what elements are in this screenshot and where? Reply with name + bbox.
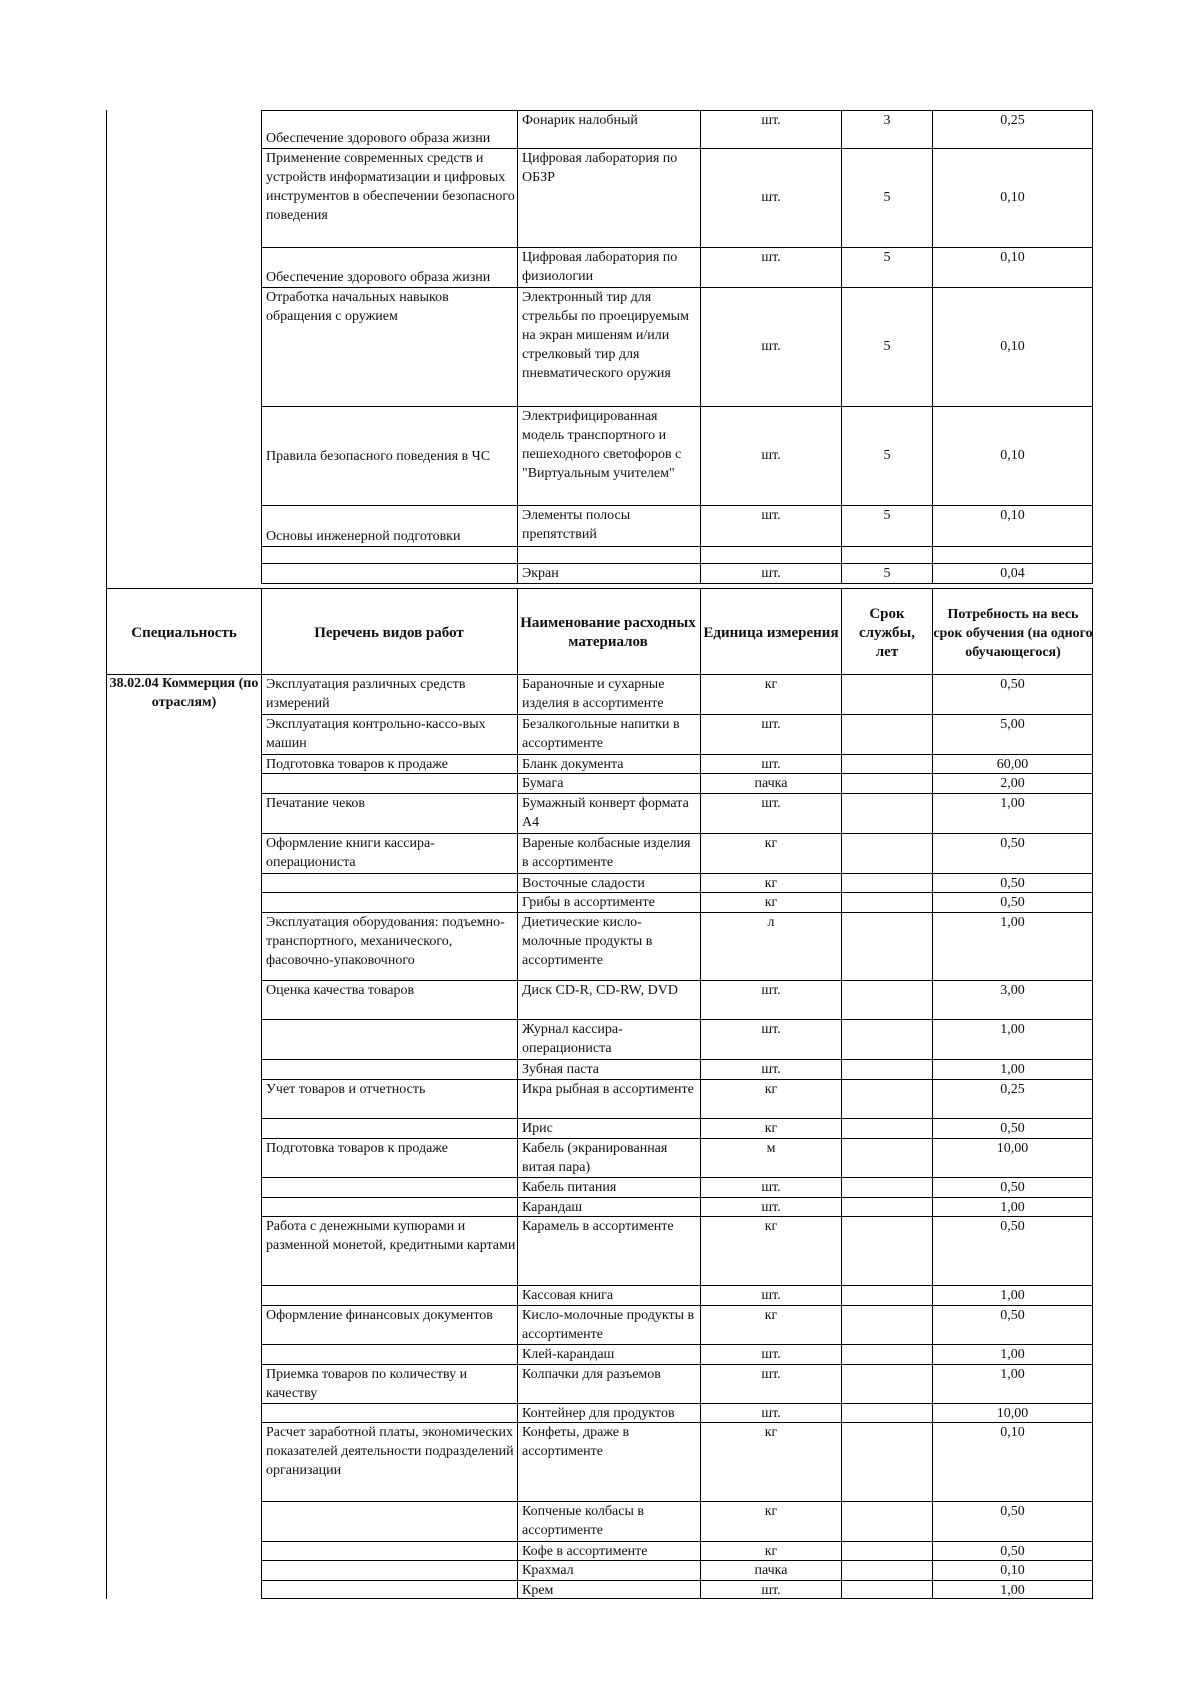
- row-0-material: Фонарик налобный: [522, 113, 638, 128]
- table-rule: [700, 674, 701, 1599]
- row-7-need: 0,04: [1000, 566, 1025, 581]
- row-30-need: 10,00: [996, 1406, 1029, 1421]
- row-3-work: Отработка начальных навыков обращения с оружием: [266, 290, 449, 324]
- row-10-material: Бланк документа: [522, 757, 624, 772]
- row-4-need: 0,10: [1000, 448, 1025, 463]
- row-8-need: 0,50: [1000, 677, 1025, 692]
- row-3-material: Электронный тир для стрельбы по проецируемым на экран мишеням и/или стрелковый тир для пневматического оружия: [522, 290, 689, 381]
- row-15-unit: кг: [764, 895, 778, 910]
- row-34-material: Крахмал: [522, 1563, 574, 1578]
- row-12-work: Печатание чеков: [266, 796, 366, 811]
- row-18-unit: шт.: [761, 1022, 781, 1037]
- row-32-material: Копченые колбасы в ассортименте: [522, 1504, 644, 1538]
- row-28-material: Клей-карандаш: [522, 1347, 615, 1362]
- row-5-work: Основы инженерной подготовки: [266, 529, 461, 544]
- row-1-unit: шт.: [761, 190, 781, 205]
- row-11-need: 2,00: [1000, 776, 1025, 791]
- row-27-work: Оформление финансовых документов: [266, 1308, 493, 1323]
- row-8-work: Эксплуатация различных средств измерений: [266, 677, 466, 711]
- row-2-work: Обеспечение здорового образа жизни: [266, 270, 491, 285]
- row-24-work: [263, 1198, 516, 1216]
- row-12-need: 1,00: [1000, 796, 1025, 811]
- row-10-unit: шт.: [761, 757, 781, 772]
- row-14-unit: кг: [764, 876, 778, 891]
- row-16-unit: л: [767, 915, 775, 930]
- row-34-work: [263, 1561, 516, 1580]
- row-2-unit: шт.: [761, 250, 781, 265]
- row-35-material: Крем: [522, 1583, 554, 1598]
- table-rule: [841, 674, 842, 1599]
- table-rule: [261, 110, 262, 584]
- row-16-need: 1,00: [1000, 915, 1025, 930]
- row-29-work: Приемка товаров по количеству и качеству: [266, 1367, 468, 1401]
- table-rule: [841, 110, 842, 584]
- row-26-material: Кассовая книга: [522, 1288, 614, 1303]
- row-18-work: [263, 1020, 516, 1059]
- row-29-material: Колпачки для разъемов: [522, 1367, 661, 1382]
- row-18-material: Журнал кассира-операциониста: [522, 1022, 623, 1056]
- header-unit: Единица измерения: [703, 624, 839, 641]
- row-2-life: 5: [883, 250, 891, 265]
- table-rule: [261, 583, 1093, 584]
- row-0-need: 0,25: [1000, 113, 1025, 128]
- row-22-need: 10,00: [996, 1141, 1029, 1156]
- row-13-need: 0,50: [1000, 836, 1025, 851]
- row-19-unit: шт.: [761, 1062, 781, 1077]
- row-9-unit: шт.: [761, 717, 781, 732]
- row-0-life: 3: [883, 113, 891, 128]
- row-27-material: Кисло-молочные продукты в ассортименте: [522, 1308, 695, 1342]
- row-9-need: 5,00: [1000, 717, 1025, 732]
- row-23-need: 0,50: [1000, 1180, 1025, 1195]
- row-23-material: Кабель питания: [522, 1180, 617, 1195]
- row-32-unit: кг: [764, 1504, 778, 1519]
- row-13-work: Оформление книги кассира-операциониста: [266, 836, 435, 870]
- header-works: Перечень видов работ: [314, 624, 464, 641]
- row-10-work: Подготовка товаров к продаже: [266, 757, 448, 772]
- row-13-material: Вареные колбасные изделия в ассортименте: [522, 836, 691, 870]
- row-2-material: Цифровая лаборатория по физиологии: [522, 250, 678, 284]
- row-5-need: 0,10: [1000, 508, 1025, 523]
- row-25-material: Карамель в ассортименте: [522, 1219, 674, 1234]
- row-15-material: Грибы в ассортименте: [522, 895, 655, 910]
- row-25-need: 0,50: [1000, 1219, 1025, 1234]
- table-rule: [106, 588, 1093, 589]
- row-25-unit: кг: [764, 1219, 778, 1234]
- row-22-work: Подготовка товаров к продаже: [266, 1141, 448, 1156]
- row-5-unit: шт.: [761, 508, 781, 523]
- row-30-unit: шт.: [761, 1406, 781, 1421]
- row-8-unit: кг: [764, 677, 778, 692]
- table-rule: [700, 110, 701, 584]
- row-17-material: Диск CD-R, CD-RW, DVD: [522, 983, 678, 998]
- row-26-unit: шт.: [761, 1288, 781, 1303]
- row-14-material: Восточные сладости: [522, 876, 645, 891]
- table-rule: [932, 110, 933, 584]
- row-11-material: Бумага: [522, 776, 564, 791]
- header-material: Наименование расходных материалов: [520, 615, 696, 650]
- row-9-work: Эксплуатация контрольно-кассо-вых машин: [266, 717, 486, 751]
- row-0-unit: шт.: [761, 113, 781, 128]
- row-10-need: 60,00: [996, 757, 1029, 772]
- row-7-life: 5: [883, 566, 891, 581]
- row-1-need: 0,10: [1000, 190, 1025, 205]
- row-9-material: Безалкогольные напитки в ассортименте: [522, 717, 680, 751]
- row-31-work: Расчет заработной платы, экономических показателей деятельности подразделений организации: [266, 1425, 514, 1478]
- row-34-unit: пачка: [754, 1563, 788, 1578]
- row-32-need: 0,50: [1000, 1504, 1025, 1519]
- row-31-need: 0,10: [1000, 1425, 1025, 1440]
- row-12-unit: шт.: [761, 796, 781, 811]
- row-23-work: [263, 1178, 516, 1197]
- row-30-work: [263, 1404, 516, 1422]
- row-27-unit: кг: [764, 1308, 778, 1323]
- row-11-work: [263, 774, 516, 793]
- row-17-unit: шт.: [761, 983, 781, 998]
- table-rule: [517, 674, 518, 1599]
- row-3-need: 0,10: [1000, 339, 1025, 354]
- row-20-unit: кг: [764, 1082, 778, 1097]
- table-rule: [1092, 674, 1093, 1599]
- row-33-need: 0,50: [1000, 1544, 1025, 1559]
- table-rule: [517, 110, 518, 584]
- row-21-need: 0,50: [1000, 1121, 1025, 1136]
- row-33-work: [263, 1542, 516, 1560]
- row-8-material: Бараночные и сухарные изделия в ассортименте: [522, 677, 665, 711]
- row-6-material: [519, 547, 699, 563]
- row-33-unit: кг: [764, 1544, 778, 1559]
- row-21-work: [263, 1119, 516, 1138]
- row-7-work: [263, 564, 516, 583]
- row-21-material: Ирис: [522, 1121, 553, 1136]
- table-rule: [1092, 110, 1093, 584]
- row-0-work: Обеспечение здорового образа жизни: [266, 131, 491, 146]
- row-2-need: 0,10: [1000, 250, 1025, 265]
- row-11-unit: пачка: [754, 776, 788, 791]
- row-26-need: 1,00: [1000, 1288, 1025, 1303]
- row-34-need: 0,10: [1000, 1563, 1025, 1578]
- row-19-material: Зубная паста: [522, 1062, 600, 1077]
- row-28-need: 1,00: [1000, 1347, 1025, 1362]
- row-20-need: 0,25: [1000, 1082, 1025, 1097]
- row-14-need: 0,50: [1000, 876, 1025, 891]
- table-rule: [106, 110, 107, 1599]
- row-32-work: [263, 1502, 516, 1541]
- table-rule: [841, 588, 842, 675]
- row-7-unit: шт.: [761, 566, 781, 581]
- row-19-need: 1,00: [1000, 1062, 1025, 1077]
- row-15-work: [263, 893, 516, 912]
- table-rule: [261, 674, 262, 1599]
- row-14-work: [263, 874, 516, 892]
- row-29-need: 1,00: [1000, 1367, 1025, 1382]
- row-13-unit: кг: [764, 836, 778, 851]
- row-1-work: Применение современных средств и устройств информатизации и цифровых инструментов в обеспечении безопасного поведения: [266, 151, 515, 223]
- row-20-work: Учет товаров и отчетность: [266, 1082, 426, 1097]
- row-22-unit: м: [766, 1141, 776, 1156]
- header-specialty: Специальность: [131, 624, 237, 641]
- row-31-material: Конфеты, драже в ассортименте: [522, 1425, 630, 1459]
- table-rule: [932, 674, 933, 1599]
- row-33-material: Кофе в ассортименте: [522, 1544, 648, 1559]
- row-24-need: 1,00: [1000, 1200, 1025, 1215]
- row-30-material: Контейнер для продуктов: [522, 1406, 675, 1421]
- row-24-material: Карандаш: [522, 1200, 583, 1215]
- row-26-work: [263, 1286, 516, 1305]
- row-29-unit: шт.: [761, 1367, 781, 1382]
- row-35-need: 1,00: [1000, 1583, 1025, 1598]
- row-4-work: Правила безопасного поведения в ЧС: [266, 448, 491, 464]
- specialty-name: 38.02.04 Коммерция (по отраслям): [109, 676, 259, 710]
- row-5-material: Элементы полосы препятствий: [522, 508, 631, 542]
- header-need: Потребность на весь срок обучения (на одного обучающегося): [933, 606, 1093, 660]
- row-28-unit: шт.: [761, 1347, 781, 1362]
- row-4-material: Электрифицированная модель транспортного и пешеходного светофоров с "Виртуальным учителем": [522, 409, 682, 481]
- row-27-need: 0,50: [1000, 1308, 1025, 1323]
- row-17-work: Оценка качества товаров: [266, 983, 415, 998]
- row-31-unit: кг: [764, 1425, 778, 1440]
- row-35-work: [263, 1581, 516, 1598]
- row-20-material: Икра рыбная в ассортименте: [522, 1082, 694, 1097]
- row-22-material: Кабель (экранированная витая пара): [522, 1141, 668, 1175]
- row-4-unit: шт.: [761, 448, 781, 463]
- row-5-life: 5: [883, 508, 891, 523]
- row-7-material: Экран: [522, 566, 559, 581]
- row-6-work: [263, 547, 516, 563]
- row-25-work: Работа с денежными купюрами и разменной монетой, кредитными картами: [266, 1219, 516, 1253]
- row-12-material: Бумажный конверт формата А4: [522, 796, 689, 830]
- table-rule: [700, 588, 701, 675]
- row-3-unit: шт.: [761, 339, 781, 354]
- row-15-need: 0,50: [1000, 895, 1025, 910]
- header-life: Срок службы, лет: [858, 605, 915, 660]
- row-18-need: 1,00: [1000, 1022, 1025, 1037]
- row-35-unit: шт.: [761, 1583, 781, 1598]
- row-1-material: Цифровая лаборатория по ОБЗР: [522, 151, 678, 185]
- row-28-work: [263, 1345, 516, 1364]
- row-21-unit: кг: [764, 1121, 778, 1136]
- row-1-life: 5: [883, 190, 891, 205]
- row-23-unit: шт.: [761, 1180, 781, 1195]
- row-3-life: 5: [883, 339, 891, 354]
- row-16-work: Эксплуатация оборудования: подъемно-транспортного, механического, фасовочно-упаковочного: [266, 915, 505, 968]
- row-24-unit: шт.: [761, 1200, 781, 1215]
- row-17-need: 3,00: [1000, 983, 1025, 998]
- row-16-material: Диетические кисло-молочные продукты в ассортименте: [522, 915, 653, 968]
- row-19-work: [263, 1060, 516, 1079]
- row-4-life: 5: [883, 448, 891, 463]
